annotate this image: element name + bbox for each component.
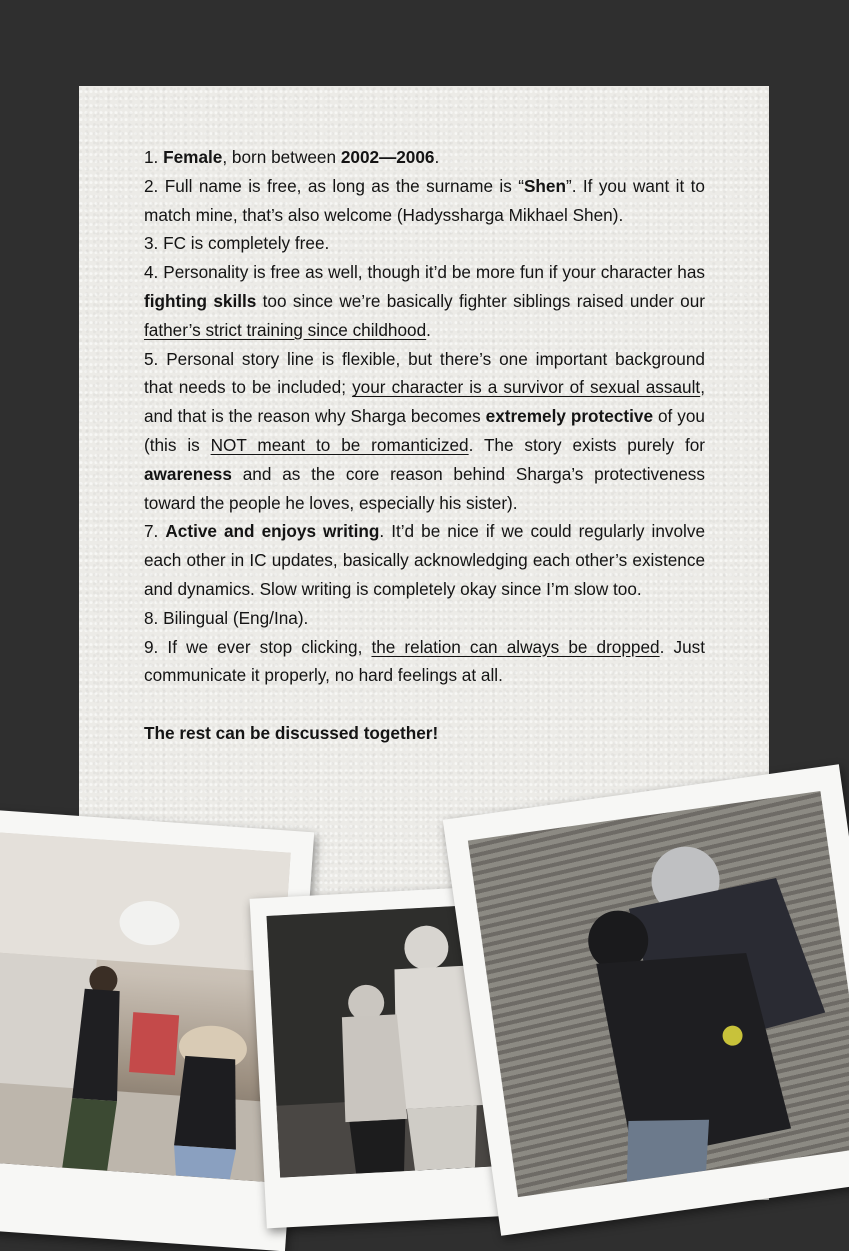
list-item-2: 2. Full name is free, as long as the surname is “Shen”. If you want it to match mine, that’s also welcome (Hadyssharga Mikhael Shen). [144,175,705,225]
list-item-8: 8. Bilingual (Eng/Ina). [144,607,309,628]
photo-pillow-fight [0,832,291,1182]
requirements-list [144,143,705,748]
closing-line: The rest can be discussed together! [144,722,439,743]
list-item-5: 5. Personal story line is flexible, but there’s one important background that needs to be included; your character is a survivor of sexual assault, and that is the reason why Sharga becomes extremely protective of you (this is NOT meant to be romanticized. The story exists purely for awareness and as the core reason behind Sharga’s protectiveness toward the people he loves, especially his sister). [144,348,706,513]
list-item-9: 9. If we ever stop clicking, the relation can always be dropped. Just communicate it properly, no hard feelings at all. [144,636,705,686]
photo-piggyback [468,791,849,1197]
list-item-3: 3. FC is completely free. [144,233,330,254]
list-item-4: 4. Personality is free as well, though it’d be more fun if your character has fighting skills too since we’re basically fighter siblings raised under our father’s strict training since childhood. [144,262,705,340]
list-item-1: 1. Female, born between 2002—2006. [144,147,440,167]
list-item-7: 7. Active and enjoys writing. It’d be nice if we could regularly involve each other in IC updates, basically acknowledging each other’s existence and dynamics. Slow writing is completely okay since I’m slow too. [144,521,706,599]
polaroid-photo-right [443,764,849,1236]
